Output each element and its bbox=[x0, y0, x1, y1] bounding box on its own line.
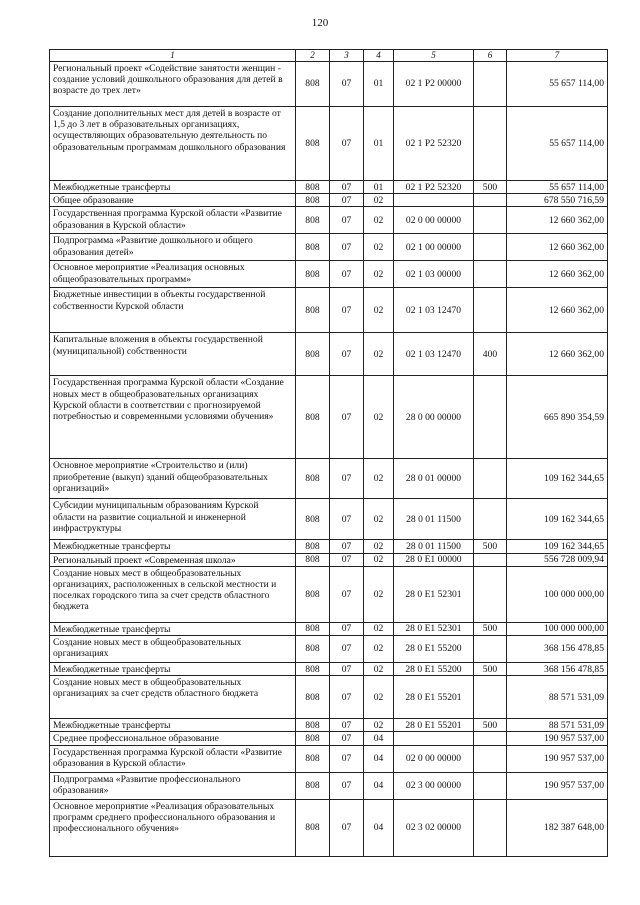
row-name-cell: Межбюджетные трансферты bbox=[50, 540, 296, 553]
row-section-cell: 07 bbox=[330, 622, 364, 635]
row-code-cell: 808 bbox=[296, 376, 330, 459]
row-code-cell: 808 bbox=[296, 459, 330, 499]
row-section-cell: 07 bbox=[330, 772, 364, 799]
row-target-article-cell: 28 0 E1 52301 bbox=[394, 566, 474, 622]
row-subsection-cell: 02 bbox=[364, 194, 394, 207]
row-section-cell: 07 bbox=[330, 107, 364, 181]
row-amount-cell: 12 660 362,00 bbox=[507, 234, 608, 261]
row-subsection-cell: 04 bbox=[364, 745, 394, 772]
row-subsection-cell: 02 bbox=[364, 636, 394, 663]
row-target-article-cell: 28 0 E1 55201 bbox=[394, 719, 474, 732]
row-code-cell: 808 bbox=[296, 234, 330, 261]
row-subsection-cell: 02 bbox=[364, 261, 394, 288]
row-subsection-cell: 04 bbox=[364, 799, 394, 856]
header-cell: 3 bbox=[330, 50, 364, 62]
row-amount-cell: 55 657 114,00 bbox=[507, 62, 608, 107]
row-expense-type-cell bbox=[474, 234, 507, 261]
row-amount-cell: 12 660 362,00 bbox=[507, 261, 608, 288]
row-amount-cell: 109 162 344,65 bbox=[507, 540, 608, 553]
row-target-article-cell: 02 1 03 12470 bbox=[394, 333, 474, 376]
table-row bbox=[50, 107, 608, 181]
row-target-article-cell: 02 1 P2 52320 bbox=[394, 107, 474, 181]
row-target-article-cell: 28 0 E1 52301 bbox=[394, 622, 474, 635]
row-expense-type-cell bbox=[474, 772, 507, 799]
row-target-article-cell: 02 1 00 00000 bbox=[394, 234, 474, 261]
row-target-article-cell: 28 0 00 00000 bbox=[394, 376, 474, 459]
row-name-cell: Государственная программа Курской области «Развитие образования в Курской области» bbox=[50, 745, 296, 772]
row-expense-type-cell: 500 bbox=[474, 181, 507, 194]
row-target-article-cell: 28 0 01 11500 bbox=[394, 540, 474, 553]
table-row bbox=[50, 288, 608, 333]
row-amount-cell: 190 957 537,00 bbox=[507, 745, 608, 772]
row-name-cell: Создание новых мест в общеобразовательных организациях bbox=[50, 636, 296, 663]
row-target-article-cell: 28 0 E1 55200 bbox=[394, 663, 474, 676]
row-subsection-cell: 02 bbox=[364, 207, 394, 234]
row-expense-type-cell bbox=[474, 288, 507, 333]
budget-table-body bbox=[50, 50, 608, 857]
row-name-cell: Основное мероприятие «Строительство и (или) приобретение (выкуп) зданий общеобразовательных организаций» bbox=[50, 459, 296, 499]
row-amount-cell: 100 000 000,00 bbox=[507, 566, 608, 622]
row-target-article-cell: 02 3 02 00000 bbox=[394, 799, 474, 856]
row-section-cell: 07 bbox=[330, 181, 364, 194]
row-expense-type-cell: 500 bbox=[474, 622, 507, 635]
row-target-article-cell: 02 0 00 00000 bbox=[394, 207, 474, 234]
header-cell: 2 bbox=[296, 50, 330, 62]
row-subsection-cell: 02 bbox=[364, 663, 394, 676]
row-section-cell: 07 bbox=[330, 207, 364, 234]
table-row bbox=[50, 566, 608, 622]
row-amount-cell: 678 550 716,59 bbox=[507, 194, 608, 207]
table-row bbox=[50, 732, 608, 745]
row-expense-type-cell bbox=[474, 745, 507, 772]
table-row bbox=[50, 772, 608, 799]
row-code-cell: 808 bbox=[296, 288, 330, 333]
table-row bbox=[50, 553, 608, 566]
table-row bbox=[50, 622, 608, 635]
row-subsection-cell: 04 bbox=[364, 732, 394, 745]
table-row bbox=[50, 636, 608, 663]
row-expense-type-cell bbox=[474, 566, 507, 622]
table-row bbox=[50, 333, 608, 376]
row-code-cell: 808 bbox=[296, 261, 330, 288]
row-expense-type-cell bbox=[474, 107, 507, 181]
row-expense-type-cell: 500 bbox=[474, 540, 507, 553]
row-amount-cell: 88 571 531,09 bbox=[507, 676, 608, 719]
row-section-cell: 07 bbox=[330, 732, 364, 745]
row-section-cell: 07 bbox=[330, 234, 364, 261]
row-expense-type-cell bbox=[474, 376, 507, 459]
row-expense-type-cell bbox=[474, 459, 507, 499]
row-expense-type-cell: 400 bbox=[474, 333, 507, 376]
header-cell: 5 bbox=[394, 50, 474, 62]
row-name-cell: Среднее профессиональное образование bbox=[50, 732, 296, 745]
row-name-cell: Общее образование bbox=[50, 194, 296, 207]
row-expense-type-cell bbox=[474, 676, 507, 719]
row-target-article-cell: 02 1 03 12470 bbox=[394, 288, 474, 333]
row-section-cell: 07 bbox=[330, 333, 364, 376]
row-code-cell: 808 bbox=[296, 663, 330, 676]
row-subsection-cell: 02 bbox=[364, 540, 394, 553]
row-amount-cell: 368 156 478,85 bbox=[507, 636, 608, 663]
row-name-cell: Капитальные вложения в объекты государственной (муниципальной) собственности bbox=[50, 333, 296, 376]
row-target-article-cell: 02 3 00 00000 bbox=[394, 772, 474, 799]
table-row bbox=[50, 181, 608, 194]
row-code-cell: 808 bbox=[296, 772, 330, 799]
row-code-cell: 808 bbox=[296, 499, 330, 540]
table-row bbox=[50, 663, 608, 676]
row-subsection-cell: 04 bbox=[364, 772, 394, 799]
row-expense-type-cell bbox=[474, 207, 507, 234]
row-section-cell: 07 bbox=[330, 636, 364, 663]
row-target-article-cell: 28 0 01 11500 bbox=[394, 499, 474, 540]
row-amount-cell: 368 156 478,85 bbox=[507, 663, 608, 676]
row-subsection-cell: 01 bbox=[364, 181, 394, 194]
row-code-cell: 808 bbox=[296, 540, 330, 553]
row-name-cell: Бюджетные инвестиции в объекты государственной собственности Курской области bbox=[50, 288, 296, 333]
table-row bbox=[50, 676, 608, 719]
row-name-cell: Основное мероприятие «Реализация образовательных программ среднего профессионального образования и профессионального обучения» bbox=[50, 799, 296, 856]
row-section-cell: 07 bbox=[330, 459, 364, 499]
row-amount-cell: 12 660 362,00 bbox=[507, 333, 608, 376]
row-amount-cell: 109 162 344,65 bbox=[507, 459, 608, 499]
row-name-cell: Создание новых мест в общеобразовательных организациях за счет средств областного бюджета bbox=[50, 676, 296, 719]
table-row bbox=[50, 62, 608, 107]
header-cell: 1 bbox=[50, 50, 296, 62]
page-number: 120 bbox=[311, 17, 329, 29]
row-code-cell: 808 bbox=[296, 745, 330, 772]
row-subsection-cell: 02 bbox=[364, 288, 394, 333]
row-amount-cell: 556 728 009,94 bbox=[507, 553, 608, 566]
row-section-cell: 07 bbox=[330, 62, 364, 107]
row-amount-cell: 109 162 344,65 bbox=[507, 499, 608, 540]
row-code-cell: 808 bbox=[296, 62, 330, 107]
row-subsection-cell: 02 bbox=[364, 622, 394, 635]
row-section-cell: 07 bbox=[330, 540, 364, 553]
row-expense-type-cell bbox=[474, 62, 507, 107]
row-section-cell: 07 bbox=[330, 799, 364, 856]
row-amount-cell: 55 657 114,00 bbox=[507, 181, 608, 194]
row-section-cell: 07 bbox=[330, 553, 364, 566]
row-expense-type-cell bbox=[474, 553, 507, 566]
row-target-article-cell bbox=[394, 732, 474, 745]
table-row bbox=[50, 719, 608, 732]
row-amount-cell: 12 660 362,00 bbox=[507, 207, 608, 234]
row-amount-cell: 12 660 362,00 bbox=[507, 288, 608, 333]
row-name-cell: Создание новых мест в общеобразовательных организациях, расположенных в сельской местности и поселках городского типа за счет средств областного бюджета bbox=[50, 566, 296, 622]
row-target-article-cell: 02 1 03 00000 bbox=[394, 261, 474, 288]
row-name-cell: Региональный проект «Содействие занятости женщин - создание условий дошкольного образования для детей в возрасте до трех лет» bbox=[50, 62, 296, 107]
header-cell: 7 bbox=[507, 50, 608, 62]
row-section-cell: 07 bbox=[330, 261, 364, 288]
row-target-article-cell: 28 0 01 00000 bbox=[394, 459, 474, 499]
row-expense-type-cell bbox=[474, 499, 507, 540]
row-section-cell: 07 bbox=[330, 376, 364, 459]
row-name-cell: Межбюджетные трансферты bbox=[50, 719, 296, 732]
row-amount-cell: 55 657 114,00 bbox=[507, 107, 608, 181]
row-code-cell: 808 bbox=[296, 181, 330, 194]
budget-table bbox=[49, 49, 608, 857]
row-name-cell: Межбюджетные трансферты bbox=[50, 663, 296, 676]
row-section-cell: 07 bbox=[330, 676, 364, 719]
row-target-article-cell bbox=[394, 194, 474, 207]
row-code-cell: 808 bbox=[296, 553, 330, 566]
row-name-cell: Межбюджетные трансферты bbox=[50, 622, 296, 635]
row-section-cell: 07 bbox=[330, 288, 364, 333]
row-expense-type-cell bbox=[474, 636, 507, 663]
row-section-cell: 07 bbox=[330, 194, 364, 207]
row-subsection-cell: 02 bbox=[364, 566, 394, 622]
row-expense-type-cell: 500 bbox=[474, 663, 507, 676]
header-cell: 4 bbox=[364, 50, 394, 62]
row-subsection-cell: 02 bbox=[364, 499, 394, 540]
row-code-cell: 808 bbox=[296, 676, 330, 719]
table-row bbox=[50, 194, 608, 207]
row-code-cell: 808 bbox=[296, 107, 330, 181]
row-section-cell: 07 bbox=[330, 566, 364, 622]
table-row bbox=[50, 261, 608, 288]
row-code-cell: 808 bbox=[296, 636, 330, 663]
row-expense-type-cell bbox=[474, 732, 507, 745]
row-target-article-cell: 02 0 00 00000 bbox=[394, 745, 474, 772]
row-code-cell: 808 bbox=[296, 719, 330, 732]
row-subsection-cell: 01 bbox=[364, 62, 394, 107]
row-subsection-cell: 02 bbox=[364, 234, 394, 261]
row-subsection-cell: 01 bbox=[364, 107, 394, 181]
row-code-cell: 808 bbox=[296, 732, 330, 745]
table-row bbox=[50, 799, 608, 856]
table-header-row bbox=[50, 50, 608, 62]
row-section-cell: 07 bbox=[330, 499, 364, 540]
row-name-cell: Государственная программа Курской области «Развитие образования в Курской области» bbox=[50, 207, 296, 234]
row-amount-cell: 665 890 354,59 bbox=[507, 376, 608, 459]
table-row bbox=[50, 207, 608, 234]
table-row bbox=[50, 745, 608, 772]
row-expense-type-cell: 500 bbox=[474, 719, 507, 732]
row-subsection-cell: 02 bbox=[364, 459, 394, 499]
row-code-cell: 808 bbox=[296, 566, 330, 622]
table-row bbox=[50, 499, 608, 540]
row-target-article-cell: 28 0 E1 00000 bbox=[394, 553, 474, 566]
header-cell: 6 bbox=[474, 50, 507, 62]
table-row bbox=[50, 234, 608, 261]
row-target-article-cell: 02 1 P2 00000 bbox=[394, 62, 474, 107]
row-subsection-cell: 02 bbox=[364, 333, 394, 376]
row-subsection-cell: 02 bbox=[364, 553, 394, 566]
table-row bbox=[50, 376, 608, 459]
row-name-cell: Межбюджетные трансферты bbox=[50, 181, 296, 194]
row-expense-type-cell bbox=[474, 194, 507, 207]
row-section-cell: 07 bbox=[330, 719, 364, 732]
row-expense-type-cell bbox=[474, 261, 507, 288]
row-name-cell: Основное мероприятие «Реализация основных общеобразовательных программ» bbox=[50, 261, 296, 288]
row-name-cell: Государственная программа Курской области «Создание новых мест в общеобразовательных организациях Курской области в соответствии с прогнозируемой потребностью и современными условиями обучения» bbox=[50, 376, 296, 459]
row-amount-cell: 190 957 537,00 bbox=[507, 732, 608, 745]
row-name-cell: Субсидии муниципальным образованиям Курской области на развитие социальной и инженерной инфраструктуры bbox=[50, 499, 296, 540]
row-code-cell: 808 bbox=[296, 799, 330, 856]
table-row bbox=[50, 459, 608, 499]
row-code-cell: 808 bbox=[296, 622, 330, 635]
row-code-cell: 808 bbox=[296, 207, 330, 234]
row-section-cell: 07 bbox=[330, 745, 364, 772]
row-amount-cell: 100 000 000,00 bbox=[507, 622, 608, 635]
row-name-cell: Подпрограмма «Развитие профессионального образования» bbox=[50, 772, 296, 799]
row-target-article-cell: 28 0 E1 55200 bbox=[394, 636, 474, 663]
row-code-cell: 808 bbox=[296, 333, 330, 376]
row-code-cell: 808 bbox=[296, 194, 330, 207]
row-target-article-cell: 02 1 P2 52320 bbox=[394, 181, 474, 194]
row-amount-cell: 182 387 648,00 bbox=[507, 799, 608, 856]
row-subsection-cell: 02 bbox=[364, 719, 394, 732]
table-row bbox=[50, 540, 608, 553]
row-amount-cell: 88 571 531,09 bbox=[507, 719, 608, 732]
row-expense-type-cell bbox=[474, 799, 507, 856]
row-target-article-cell: 28 0 E1 55201 bbox=[394, 676, 474, 719]
row-subsection-cell: 02 bbox=[364, 676, 394, 719]
row-subsection-cell: 02 bbox=[364, 376, 394, 459]
row-name-cell: Региональный проект «Современная школа» bbox=[50, 553, 296, 566]
row-section-cell: 07 bbox=[330, 663, 364, 676]
row-name-cell: Подпрограмма «Развитие дошкольного и общего образования детей» bbox=[50, 234, 296, 261]
row-name-cell: Создание дополнительных мест для детей в возрасте от 1,5 до 3 лет в образовательных организациях, осуществляющих образовательную деятельность по образовательным программам дошкольного образования bbox=[50, 107, 296, 181]
row-amount-cell: 190 957 537,00 bbox=[507, 772, 608, 799]
